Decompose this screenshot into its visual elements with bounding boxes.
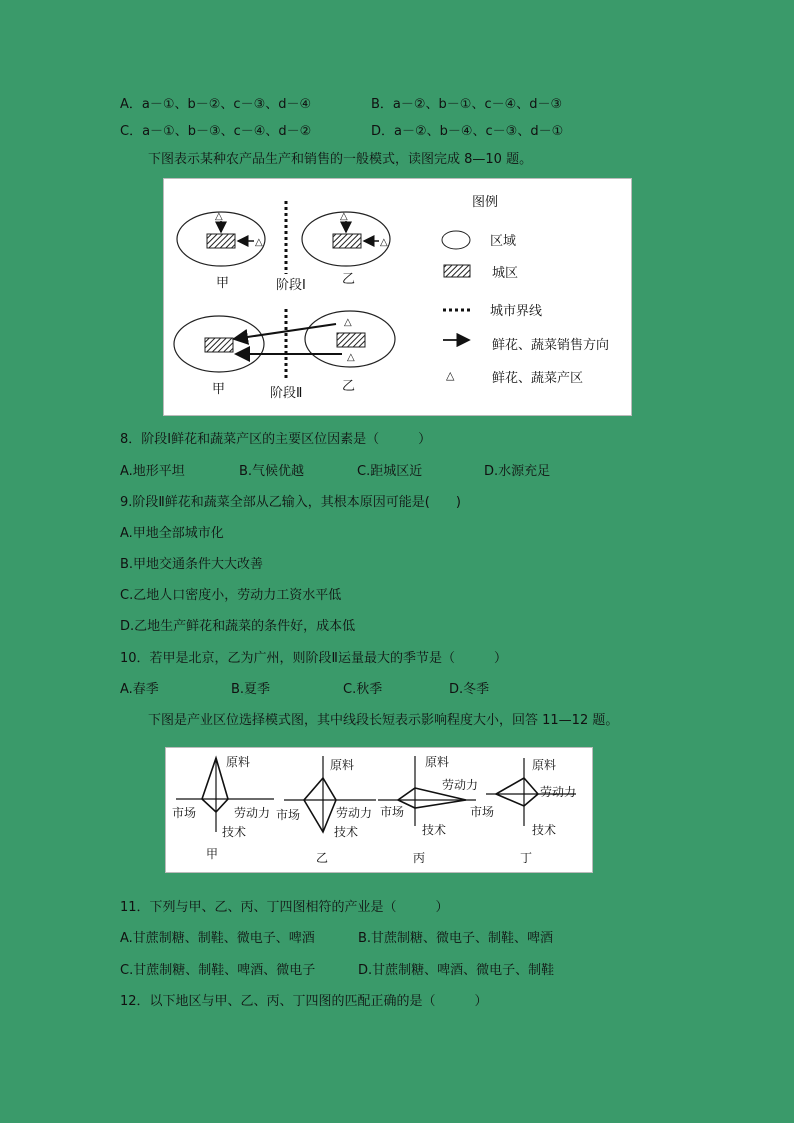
legend-boundary: 城市界线 xyxy=(490,304,543,319)
q10-option-a: A.春季 xyxy=(120,682,159,697)
q10-option-b: B.夏季 xyxy=(231,682,271,697)
legend-production-symbol: △ xyxy=(446,369,455,382)
q9-option-a: A.甲地全部城市化 xyxy=(120,526,224,541)
model-ding xyxy=(470,757,576,865)
label-yi: 乙 xyxy=(316,851,329,865)
q11-option-c: C.甘蔗制糖、制鞋、啤酒、微电子 xyxy=(120,963,316,978)
q8-option-b: B.气候优越 xyxy=(239,464,305,479)
q8-option-d: D.水源充足 xyxy=(484,464,551,479)
q11-option-a: A.甘蔗制糖、制鞋、微电子、啤酒 xyxy=(120,931,315,946)
label-jia: 甲 xyxy=(206,847,219,861)
model-bing xyxy=(378,754,478,865)
prev-option-b: B．a－②、b－①、c－④、d－③ xyxy=(371,97,563,112)
intro-text-2: 下图是产业区位选择模式图，其中线段长短表示影响程度大小，回答 11—12 题。 xyxy=(148,713,619,728)
city-jia-stage1 xyxy=(207,234,235,248)
label-stage2: 阶段Ⅱ xyxy=(270,386,303,401)
production-icon: △ xyxy=(255,237,263,248)
jia-labor: 劳动力 xyxy=(234,806,271,820)
legend-arrow: 鲜花、蔬菜销售方向 xyxy=(492,338,610,353)
sales-arrow-1 xyxy=(234,324,336,339)
q9-option-b: B.甲地交通条件大大改善 xyxy=(120,557,264,572)
bing-raw: 原料 xyxy=(425,755,450,769)
jia-raw: 原料 xyxy=(226,755,251,769)
q10-stem: 10．若甲是北京，乙为广州，则阶段Ⅱ运量最大的季节是（ ） xyxy=(120,651,507,666)
production-icon: △ xyxy=(215,211,223,222)
production-icon: △ xyxy=(380,237,388,248)
q10-option-c: C.秋季 xyxy=(343,682,383,697)
label-stage1: 阶段Ⅰ xyxy=(276,278,306,293)
q11-option-d: D.甘蔗制糖、啤酒、微电子、制鞋 xyxy=(358,963,555,978)
q12-stem: 12．以下地区与甲、乙、丙、丁四图的匹配正确的是（ ） xyxy=(120,994,488,1009)
label-ding: 丁 xyxy=(520,851,533,865)
q9-stem: 9.阶段Ⅱ鲜花和蔬菜全部从乙输入，其根本原因可能是( ) xyxy=(120,495,461,510)
q9-option-c: C.乙地人口密度小，劳动力工资水平低 xyxy=(120,588,342,603)
prev-option-d: D．a－②、b－④、c－③、d－① xyxy=(371,124,564,139)
city-yi-stage1 xyxy=(333,234,361,248)
q8-option-a: A.地形平坦 xyxy=(120,464,185,479)
jia-market: 市场 xyxy=(172,806,197,820)
legend-title: 图例 xyxy=(472,195,499,210)
ding-raw: 原料 xyxy=(532,758,557,772)
figure-industry-location xyxy=(165,747,593,873)
model-yi xyxy=(276,756,376,865)
legend-region-symbol xyxy=(442,231,470,249)
q11-stem: 11．下列与甲、乙、丙、丁四图相符的产业是（ ） xyxy=(120,900,449,915)
prev-option-a: A．a－①、b－②、c－③、d－④ xyxy=(120,97,312,112)
ding-labor: 劳动力 xyxy=(540,785,577,799)
label-yi-2: 乙 xyxy=(342,379,356,394)
yi-tech: 技术 xyxy=(334,825,359,839)
label-jia-2: 甲 xyxy=(212,382,226,397)
jia-tech: 技术 xyxy=(222,825,247,839)
q8-option-c: C.距城区近 xyxy=(357,464,423,479)
legend-city-symbol xyxy=(444,265,470,277)
city-jia-stage2 xyxy=(205,338,233,352)
q11-option-b: B.甘蔗制糖、微电子、制鞋、啤酒 xyxy=(358,931,554,946)
legend-production: 鲜花、蔬菜产区 xyxy=(492,371,584,386)
ding-market: 市场 xyxy=(470,805,495,819)
bing-tech: 技术 xyxy=(422,823,447,837)
intro-text-1: 下图表示某种农产品生产和销售的一般模式，读图完成 8—10 题。 xyxy=(148,152,533,167)
bing-market: 市场 xyxy=(380,805,405,819)
q10-option-d: D.冬季 xyxy=(449,682,490,697)
yi-raw: 原料 xyxy=(330,758,355,772)
ding-tech: 技术 xyxy=(532,823,557,837)
legend-city: 城区 xyxy=(492,266,519,281)
legend-region: 区域 xyxy=(490,234,517,249)
model-jia xyxy=(172,754,274,861)
label-yi-1: 乙 xyxy=(342,272,356,287)
q9-option-d: D.乙地生产鲜花和蔬菜的条件好，成本低 xyxy=(120,619,356,634)
label-jia-1: 甲 xyxy=(216,276,230,291)
yi-market: 市场 xyxy=(276,808,301,822)
figure-production-sales xyxy=(163,178,632,416)
label-bing: 丙 xyxy=(413,851,426,865)
yi-labor: 劳动力 xyxy=(336,806,373,820)
city-yi-stage2 xyxy=(337,333,365,347)
production-icon: △ xyxy=(347,352,355,363)
production-icon: △ xyxy=(340,211,348,222)
q8-stem: 8．阶段Ⅰ鲜花和蔬菜产区的主要区位因素是（ ） xyxy=(120,432,432,447)
production-icon: △ xyxy=(344,317,352,328)
bing-labor: 劳动力 xyxy=(442,778,479,792)
prev-option-c: C．a－①、b－③、c－④、d－② xyxy=(120,124,312,139)
